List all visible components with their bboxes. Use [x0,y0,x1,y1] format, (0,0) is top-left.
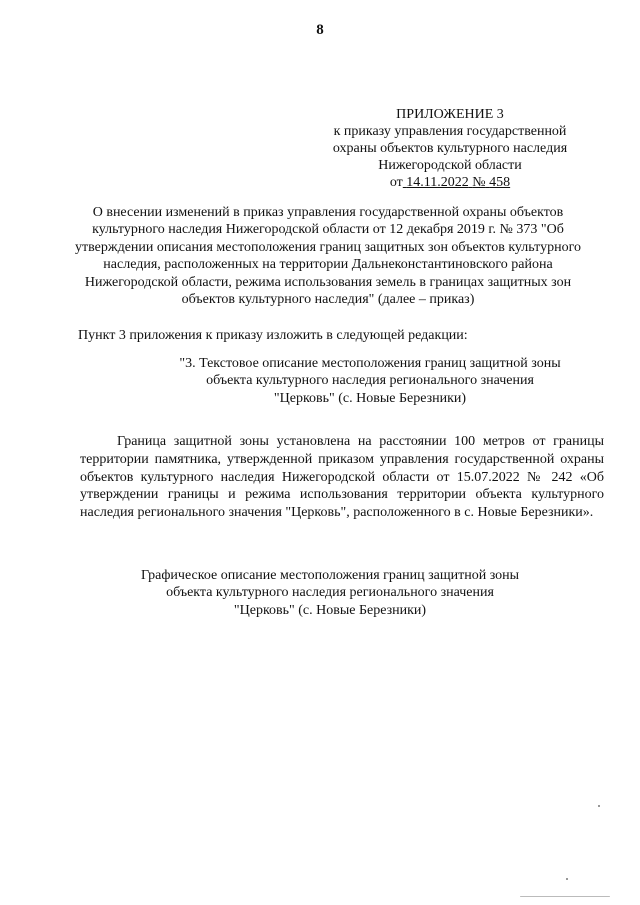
appendix-date-line [300,174,600,191]
section-title-line: "Церковь" (с. Новые Березники) [273,390,467,406]
heading-line: наследия, расположенных на территории Дальнеконстантиновского района [103,257,553,273]
order-number: 458 [489,175,511,190]
heading-line: О внесении изменений в приказ управления государственной охраны объектов [92,205,564,220]
body-line: объектов культурного наследия Нижегородской области от 15.07.2022 № 242 «Об [80,469,604,485]
order-date-underlined [403,175,510,190]
document-heading [68,204,588,308]
appendix-line-3: Нижегородской области [378,158,522,173]
body-line: территории памятника, утвержденной приказом управления государственной охраны [80,451,604,467]
heading-line: утверждении описания местоположения границ защитных зон объектов культурного [75,239,581,255]
section-title-line: "3. Текстовое описание местоположения границ защитной зоны [179,356,561,371]
body-line: Граница защитной зоны установлена на расстоянии 100 метров от границы [117,434,604,449]
graphic-title-line: объекта культурного наследия регионального значения [166,585,494,601]
body-line: наследия регионального значения "Церковь", расположенного в с. Новые Березники». [80,505,594,521]
scan-speck [598,805,600,807]
heading-line: объектов культурного наследия" (далее – приказ) [181,292,475,308]
section-title-line: объекта культурного наследия регионального значения [206,373,534,389]
body-line: утверждении границы и режима использования территории объекта культурного [80,487,604,503]
order-date: 14.11.2022 [406,175,469,190]
scan-speck [566,878,568,880]
appendix-line-2: охраны объектов культурного наследия [332,141,568,156]
body-paragraph [80,433,604,522]
page-number: 8 [316,22,324,38]
appendix-line-1: к приказу управления государственной [333,124,567,139]
appendix-block [300,106,600,191]
graphic-title-line: "Церковь" (с. Новые Березники) [233,602,427,618]
number-sign: № [472,175,486,190]
instruction-text: Пункт 3 приложения к приказу изложить в следующей редакции: [78,328,468,343]
section-title [160,355,580,407]
graphic-description-title [130,567,530,619]
scan-edge-mark [520,896,610,897]
graphic-title-line: Графическое описание местоположения границ защитной зоны [140,568,520,583]
date-prefix: от [389,175,403,190]
heading-line: культурного наследия Нижегородской области от 12 декабря 2019 г. № 373 "Об [92,222,564,238]
heading-line: Нижегородской области, режима использования земель в границах защитных зон [84,274,572,290]
appendix-title: ПРИЛОЖЕНИЕ 3 [396,107,504,122]
